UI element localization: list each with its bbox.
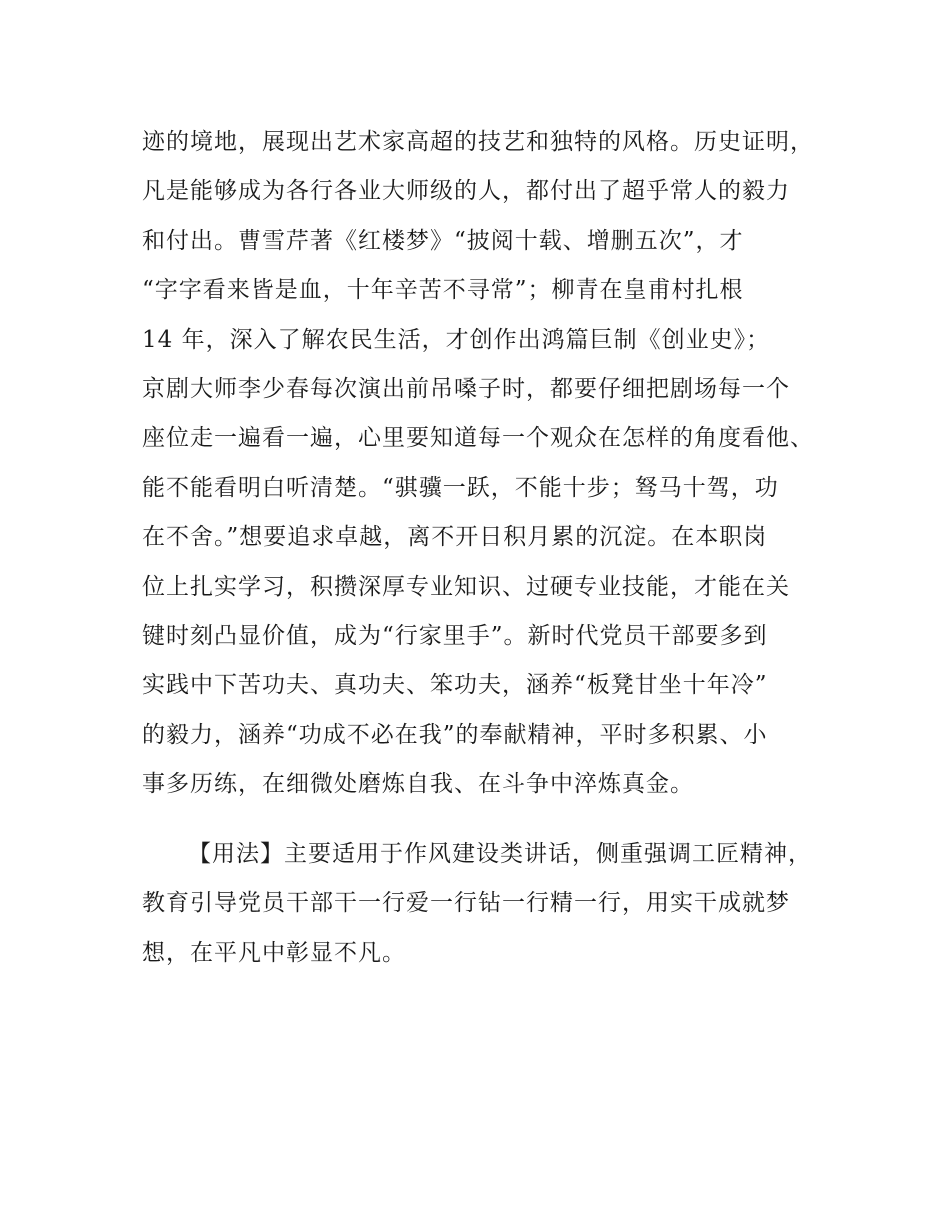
- text-line: 教育引导党员干部干一行爱一行钻一行精一行，用实干成就梦: [142, 890, 790, 917]
- text-line: 的毅力，涵养“功成不必在我”的奉献精神，平时多积累、小: [142, 721, 768, 748]
- text-line: 事多历练，在细微处磨炼自我、在斗争中淬炼真金。: [142, 771, 694, 798]
- text-line: 【用法】主要适用于作风建设类讲话，侧重强调工匠精神，: [188, 841, 812, 867]
- text-line: 14 年，深入了解农民生活，才创作出鸿篇巨制《创业史》；: [142, 326, 771, 353]
- text-line: 在不舍。”想要追求卓越，离不开日积月累的沉淀。在本职岗: [142, 524, 768, 551]
- text-line: 凡是能够成为各行各业大师级的人，都付出了超乎常人的毅力: [142, 178, 790, 205]
- body-paragraph: [142, 118, 842, 809]
- usage-paragraph: [142, 830, 842, 978]
- text-line: 京剧大师李少春每次演出前吊嗓子时，都要仔细把剧场每一个: [142, 375, 790, 402]
- text-line: 键时刻凸显价值，成为“行家里手”。新时代党员干部要多到: [142, 622, 768, 649]
- text-line: 想，在平凡中彰显不凡。: [142, 939, 406, 966]
- text-line: 座位走一遍看一遍，心里要知道每一个观众在怎样的角度看他、: [142, 425, 814, 452]
- text-line: “字字看来皆是血，十年辛苦不寻常”；柳青在皇甫村扎根: [142, 277, 744, 304]
- text-line: 迹的境地，展现出艺术家高超的技艺和独特的风格。历史证明，: [142, 129, 814, 155]
- text-line: 能不能看明白听清楚。“骐骥一跃，不能十步；驽马十驾，功: [142, 474, 779, 501]
- text-line: 位上扎实学习，积攒深厚专业知识、过硬专业技能，才能在关: [142, 573, 790, 600]
- text-line: 和付出。曹雪芹著《红楼梦》“披阅十载、增删五次”，才: [142, 227, 744, 254]
- text-line: 实践中下苦功夫、真功夫、笨功夫，涵养“板凳甘坐十年冷”: [142, 672, 768, 699]
